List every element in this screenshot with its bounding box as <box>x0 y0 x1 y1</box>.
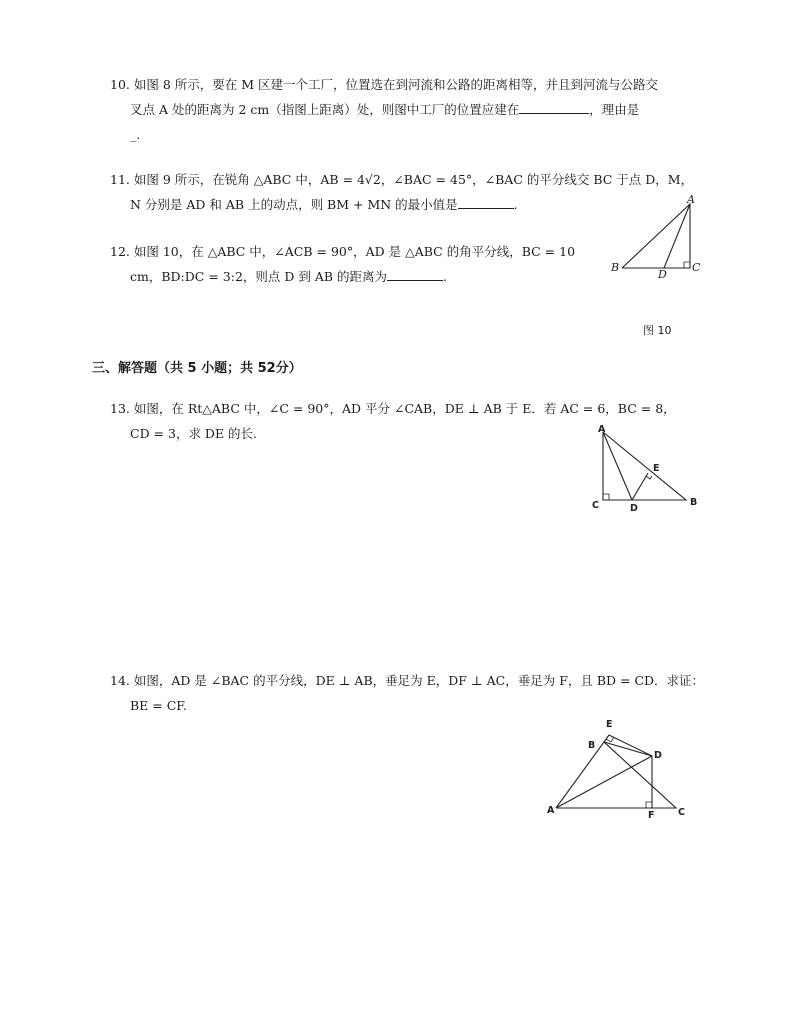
figure-14-label-f: F <box>648 810 655 820</box>
question-10-line-2 <box>110 97 710 122</box>
figure-13-label-a: A <box>598 424 606 435</box>
question-10-text-a: 叉点 A 处的距离为 2 cm（指图上距离）处，则图中工厂的位置应建在 <box>130 102 520 117</box>
figure-14-label-d: D <box>654 750 662 761</box>
section-heading: 三、解答题（共 5 小题；共 52分） <box>92 361 302 376</box>
question-14-line-1: 14. 如图，AD 是 ∠BAC 的平分线，DE ⊥ AB，垂足为 E，DF ⊥ AC，垂足为 F，且 BD = CD．求证： <box>110 673 705 688</box>
figure-10-label-a: A <box>687 194 695 206</box>
question-10-text-b: ，理由是 <box>589 102 640 117</box>
figure-13-label-d: D <box>630 503 638 514</box>
question-12-text-b: . <box>443 269 448 284</box>
question-13-line-2: CD = 3，求 DE 的长. <box>130 426 258 441</box>
figure-14-right-angle-f <box>646 802 652 808</box>
question-13-line-1: 13. 如图，在 Rt△ABC 中，∠C = 90°，AD 平分 ∠CAB，DE ⊥ AB 于 E．若 AC = 6，BC = 8， <box>110 401 676 416</box>
question-10-line-1: 10. 如图 8 所示，要在 M 区建一个工厂，位置选在到河流和公路的距离相等，并且到河流与公路交 <box>110 77 658 92</box>
question-10-line-3: _. <box>130 127 141 142</box>
figure-10 <box>606 194 710 280</box>
question-10 <box>110 72 710 147</box>
question-12-line-1: 12. 如图 10，在 △ABC 中，∠ACB = 90°，AD 是 △ABC 的角平分线，BC = 10 <box>110 244 576 259</box>
figure-10-caption: 图 10 <box>643 324 672 337</box>
question-14-line-2: BE = CF. <box>130 698 187 713</box>
figure-10-label-d: D <box>658 268 667 280</box>
question-11-text-a: N 分别是 AD 和 AB 上的动点，则 BM + MN 的最小值是 <box>130 197 458 212</box>
figure-13-triangle <box>603 432 686 500</box>
answer-blank-11[interactable] <box>458 194 514 209</box>
question-12 <box>110 239 610 289</box>
figure-10-label-c: C <box>692 261 701 274</box>
figure-13-label-c: C <box>592 500 599 511</box>
figure-13-label-b: B <box>690 497 698 508</box>
figure-10-label-b: B <box>611 261 620 274</box>
figure-13-de <box>632 473 648 500</box>
figure-13 <box>588 424 704 514</box>
figure-13-label-e: E <box>653 463 660 474</box>
question-11-text-b: . <box>513 197 518 212</box>
figure-14-label-b: B <box>588 740 596 751</box>
figure-13-ad <box>603 432 632 500</box>
figure-10-bisector <box>664 204 690 268</box>
answer-blank-10[interactable] <box>519 99 589 114</box>
figure-13-right-angle-c <box>603 494 609 500</box>
answer-blank-12[interactable] <box>387 266 443 281</box>
figure-14-ad <box>556 756 652 808</box>
figure-14-label-e: E <box>606 719 613 730</box>
question-14 <box>110 668 710 718</box>
figure-13-right-angle-e <box>646 476 652 479</box>
figure-10-triangle <box>622 204 690 268</box>
question-12-text-a: cm，BD:DC = 3:2，则点 D 到 AB 的距离为 <box>130 269 388 284</box>
figure-14-label-a: A <box>547 805 555 816</box>
figure-14-label-c: C <box>678 807 685 818</box>
question-12-line-2 <box>110 264 610 289</box>
figure-14-ab-extension <box>604 735 609 742</box>
figure-10-right-angle <box>684 262 690 268</box>
question-11-line-1: 11. 如图 9 所示，在锐角 △ABC 中，AB = 4√2，∠BAC = 45°，∠BAC 的平分线交 BC 于点 D，M， <box>110 172 694 187</box>
figure-14 <box>542 712 692 820</box>
